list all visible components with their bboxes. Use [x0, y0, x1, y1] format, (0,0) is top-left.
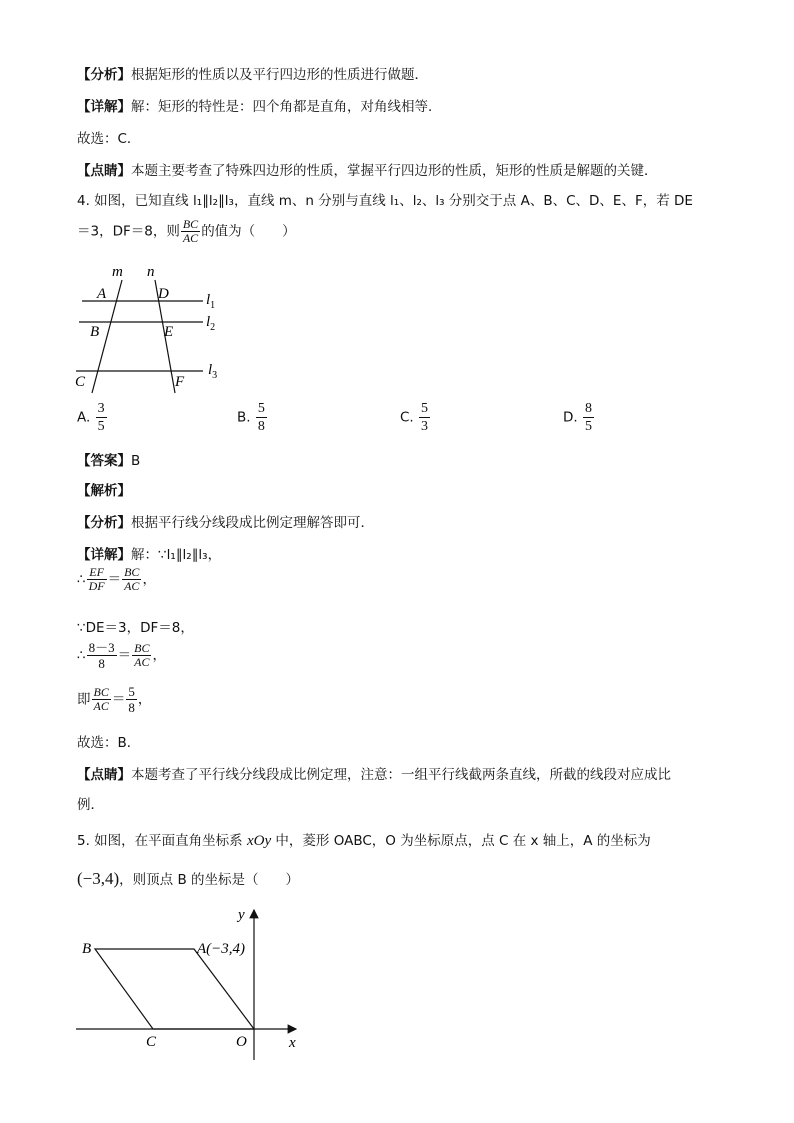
q4-figure	[70, 258, 230, 398]
option-d-fraction	[583, 400, 594, 435]
q4-solution-tag	[77, 479, 131, 499]
option-d[interactable]	[563, 400, 595, 435]
label-l3: $l_3$	[208, 362, 218, 381]
label-y: y	[238, 907, 245, 923]
label-A: A	[97, 286, 107, 302]
q4-stem-text-b: 的值为（ ）	[201, 223, 296, 240]
q4-answer-choice: 故选：B．	[77, 735, 141, 751]
option-c-num: 5	[421, 401, 429, 416]
option-c-fraction	[419, 400, 430, 435]
q5-stem-line1	[77, 829, 651, 850]
q4-stem-text-a: ＝3，DF＝8，则	[77, 223, 180, 240]
analysis-tag: 【分析】	[77, 67, 131, 83]
step4-num-right: 5	[128, 684, 135, 699]
q4-stem-line2	[77, 218, 296, 245]
q4-stem-fraction	[181, 218, 200, 245]
analysis-tag: 【分析】	[77, 515, 131, 531]
q4-stem-frac-den: AC	[182, 231, 199, 245]
q4-comment-line1	[77, 763, 671, 783]
option-b-den: 8	[257, 419, 265, 434]
step3-prefix: ∴	[77, 647, 86, 664]
option-a-fraction	[96, 400, 107, 435]
step3-den-right: AC	[134, 655, 150, 669]
step4-prefix: 即	[77, 691, 91, 708]
option-a[interactable]	[77, 400, 108, 435]
option-b-num: 5	[257, 401, 265, 416]
step3-end: ，	[152, 647, 166, 664]
label-l1: $l_1$	[206, 292, 216, 311]
step1-prefix: ∴	[77, 571, 86, 588]
q4-comment-line2: 例．	[77, 797, 104, 813]
step1-den-right: AC	[124, 579, 140, 593]
q3-detail-line	[77, 95, 442, 115]
rhombus-OABC	[95, 949, 254, 1029]
q5-stem-line2	[77, 868, 299, 889]
detail-text: 解：∵l₁∥l₂∥l₃，	[131, 547, 222, 563]
step1-num-right: BC	[124, 565, 140, 579]
step1-eq: ＝	[107, 571, 122, 588]
step1-num-left: EF	[87, 566, 107, 580]
q5-stem-text-b: 中，菱形 OABC，O 为坐标原点，点 C 在 x 轴上，A 的坐标为	[271, 833, 651, 849]
q4-step4	[77, 684, 151, 715]
q5-stem-text-a: 5. 如图，在平面直角坐标系	[77, 833, 247, 849]
answer-value: B	[131, 453, 141, 469]
option-d-num: 8	[584, 401, 592, 416]
label-x: x	[289, 1035, 296, 1051]
label-F: F	[175, 374, 185, 390]
step3-frac-right	[132, 642, 151, 669]
label-C: C	[146, 1034, 157, 1050]
q4-stem-frac-num: BC	[182, 217, 199, 231]
step3-num-right: BC	[134, 641, 150, 655]
step4-num-left: BC	[93, 685, 109, 699]
q4-answer-line	[77, 449, 140, 469]
label-O: O	[236, 1034, 247, 1050]
analysis-text: 根据矩形的性质以及平行四边形的性质进行做题．	[131, 67, 428, 83]
step1-den-left: DF	[88, 579, 105, 593]
q5-stem-xoy: xOy	[246, 833, 272, 849]
q5-figure	[70, 900, 310, 1070]
option-d-den: 5	[584, 419, 592, 434]
step4-frac-left	[92, 686, 111, 713]
step1-end: ，	[142, 571, 156, 588]
detail-tag: 【详解】	[77, 547, 131, 563]
option-c-den: 3	[421, 419, 429, 434]
step3-frac-left	[87, 640, 117, 671]
step4-end: ，	[137, 691, 152, 708]
step1-frac-left	[87, 566, 107, 593]
option-d-letter: D.	[563, 409, 578, 426]
q3-answer-line: 故选：C．	[77, 131, 141, 147]
option-b-fraction	[256, 400, 267, 435]
q5-stem-coord: (−3,4)	[77, 869, 120, 888]
label-B: B	[82, 941, 92, 957]
step4-eq: ＝	[111, 691, 126, 708]
label-m: m	[112, 264, 123, 280]
option-a-num: 3	[97, 401, 105, 416]
option-b[interactable]	[237, 400, 268, 435]
comment-text: 本题主要考查了特殊四边形的性质，掌握平行四边形的性质，矩形的性质是解题的关键．	[131, 163, 658, 179]
q4-step1	[77, 566, 156, 593]
comment-tag: 【点睛】	[77, 767, 131, 783]
label-C: C	[75, 374, 86, 390]
answer-tag: 【答案】	[77, 453, 131, 469]
step4-frac-right	[126, 684, 137, 715]
solution-tag: 【解析】	[77, 483, 131, 499]
label-A: A(−3,4)	[197, 941, 246, 957]
option-a-den: 5	[97, 419, 105, 434]
option-b-letter: B.	[237, 409, 251, 426]
comment-text-1: 本题考查了平行线分线段成比例定理，注意：一组平行线截两条直线，所截的线段对应成比	[131, 767, 671, 783]
q4-stem-line1: 4. 如图，已知直线 l₁∥l₂∥l₃，直线 m、n 分别与直线 l₁、l₂、l₃ 分别交于点 A、B、C、D、E、F，若 DE	[77, 193, 693, 209]
q4-analysis-line	[77, 511, 374, 531]
detail-text: 解：矩形的特性是：四个角都是直角，对角线相等．	[131, 99, 442, 115]
step1-frac-right	[122, 566, 141, 593]
label-l2: $l_2$	[206, 314, 216, 333]
label-B: B	[90, 324, 100, 340]
q4-step2: ∵DE＝3，DF＝8，	[77, 620, 194, 636]
label-E: E	[164, 324, 174, 340]
step3-eq: ＝	[117, 647, 132, 664]
analysis-text: 根据平行线分线段成比例定理解答即可．	[131, 515, 374, 531]
option-c[interactable]	[400, 400, 431, 435]
detail-tag: 【详解】	[77, 99, 131, 115]
step4-den-right: 8	[128, 700, 135, 715]
q4-step3	[77, 640, 166, 671]
step3-num-left: 8－3	[88, 640, 115, 655]
option-c-letter: C.	[400, 409, 414, 426]
label-D: D	[158, 286, 169, 302]
step3-den-left: 8	[98, 656, 105, 671]
comment-tag: 【点睛】	[77, 163, 131, 179]
q3-comment-line	[77, 159, 658, 179]
q5-stem-text-b: ，则顶点 B 的坐标是（ ）	[119, 872, 300, 888]
option-a-letter: A.	[77, 409, 91, 426]
step4-den-left: AC	[93, 699, 109, 713]
label-n: n	[147, 264, 155, 280]
q4-detail-line	[77, 543, 221, 563]
q3-analysis-line	[77, 63, 428, 83]
